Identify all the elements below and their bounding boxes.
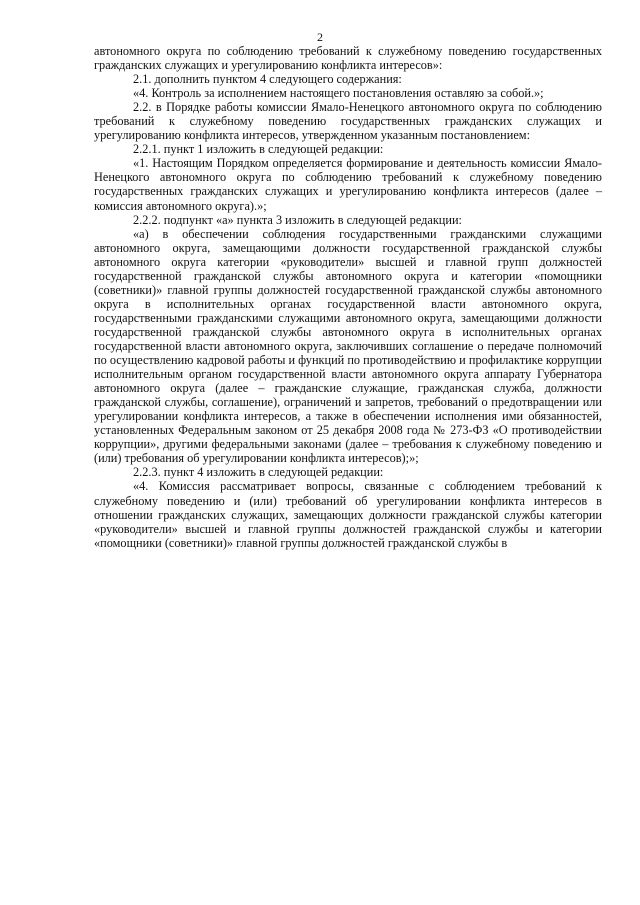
paragraph: «1. Настоящим Порядком определяется формирование и деятельность комиссии Ямало-Ненецкого автономного округа по соблюдению требований к служебному поведению государственных гражданских служащих и урегулированию конфликта интересов (далее – комиссия автономного округа).»; <box>94 156 602 213</box>
paragraph: «4. Контроль за исполнением настоящего постановления оставляю за собой.»; <box>133 86 544 101</box>
paragraph: 2.2. в Порядке работы комиссии Ямало-Ненецкого автономного округа по соблюдению требований к служебному поведению государственных гражданских служащих и урегулированию конфликта интересов, утвержденном указанным постановлением: <box>94 100 602 143</box>
paragraph: 2.1. дополнить пунктом 4 следующего содержания: <box>133 72 402 87</box>
paragraph: автономного округа по соблюдению требований к служебному поведению государственных гражданских служащих и урегулированию конфликта интересов»: <box>94 44 602 73</box>
paragraph: 2.2.1. пункт 1 изложить в следующей редакции: <box>133 142 384 157</box>
paragraph: «4. Комиссия рассматривает вопросы, связанные с соблюдением требований к служебному поведению и (или) требований об урегулировании конфликта интересов в отношении гражданских служащих, замещающих должности гражданской службы категории «руководители» высшей и главной группы должностей гражданской службы и категории «помощники (советники)» главной группы должностей гражданской службы в <box>94 479 602 550</box>
document-body <box>94 44 602 550</box>
page-number: 2 <box>317 30 323 44</box>
paragraph: 2.2.2. подпункт «а» пункта 3 изложить в следующей редакции: <box>133 212 462 227</box>
paragraph: 2.2.3. пункт 4 изложить в следующей редакции: <box>133 465 384 480</box>
paragraph: «а) в обеспечении соблюдения государственными гражданскими служащими автономного округа, замещающими должности государственной гражданской службы автономного округа категории «руководители» высшей и главной групп должностей государственной гражданской службы автономного округа и категории «помощники (советники)» главной группы должностей государственной гражданской службы автономного округа в исполнительных органах государственной власти автономного округа, государственными гражданскими служащими автономного округа, замещающими должности государственной гражданской службы автономного округа в исполнительных органах государственной власти автономного округа, заключивших соглашение о передаче полномочий по осуществлению кадровой работы и функций по противодействию и профилактике коррупции исполнительным органом государственной власти автономного округа аппарату Губернатора автономного округа (далее – гражданские служащие, гражданская служба, должности гражданской службы, соглашение), ограничений и запретов, требований о предотвращении или урегулировании конфликта интересов, а также в обеспечении исполнения ими обязанностей, установленных Федеральным законом от 25 декабря 2008 года № 273-ФЗ «О противодействии коррупции», другими федеральными законами (далее – требования к служебному поведению и (или) требования об урегулировании конфликта интересов);»; <box>94 226 602 466</box>
